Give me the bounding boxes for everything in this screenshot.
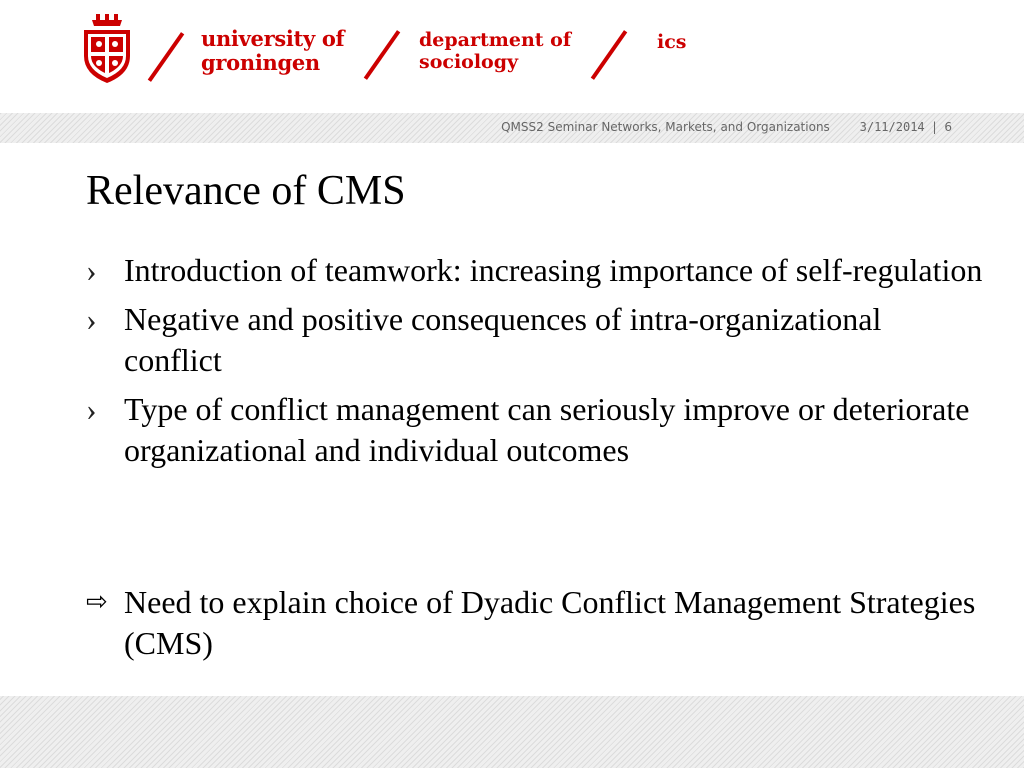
bullet-marker: › — [86, 252, 97, 288]
bullet-text: Negative and positive consequences of intra-organizational conflict — [124, 301, 882, 378]
slide-meta — [501, 120, 952, 134]
university-name-line2: groningen — [201, 50, 320, 75]
bullet-text: Type of conflict management can seriously improve or deteriorate organizational and individual outcomes — [124, 391, 970, 468]
department-name-line1: department of — [419, 29, 571, 51]
meta-separator: | — [932, 120, 937, 134]
bullet-item — [86, 299, 986, 381]
department-name — [419, 29, 571, 73]
slide-date: 3/11/2014 — [859, 120, 925, 134]
divider-slash — [591, 30, 628, 80]
university-name-line1: university of — [201, 26, 345, 51]
bullet-marker: › — [86, 391, 97, 427]
conclusion-text: Need to explain choice of Dyadic Conflict Management Strategies (CMS) — [124, 584, 976, 661]
bullet-item — [86, 250, 986, 291]
page-number: 6 — [944, 120, 952, 134]
university-name — [201, 27, 344, 75]
bullet-text: Introduction of teamwork: increasing importance of self-regulation — [124, 252, 983, 288]
bullet-list — [86, 250, 986, 479]
slide-title: Relevance of CMS — [86, 168, 406, 214]
university-crest-logo — [80, 14, 134, 84]
course-name: QMSS2 Seminar Networks, Markets, and Organizations — [501, 120, 830, 134]
bullet-marker: › — [86, 301, 97, 337]
department-name-line2: sociology — [419, 51, 519, 73]
conclusion-statement — [86, 582, 986, 664]
bottom-hatched-band — [0, 696, 1024, 768]
divider-slash — [148, 32, 185, 82]
bullet-item — [86, 389, 986, 471]
divider-slash — [364, 30, 401, 80]
institute-name: ics — [657, 31, 687, 53]
arrow-right-icon: ⇨ — [86, 587, 108, 617]
slide-header — [0, 0, 1024, 112]
